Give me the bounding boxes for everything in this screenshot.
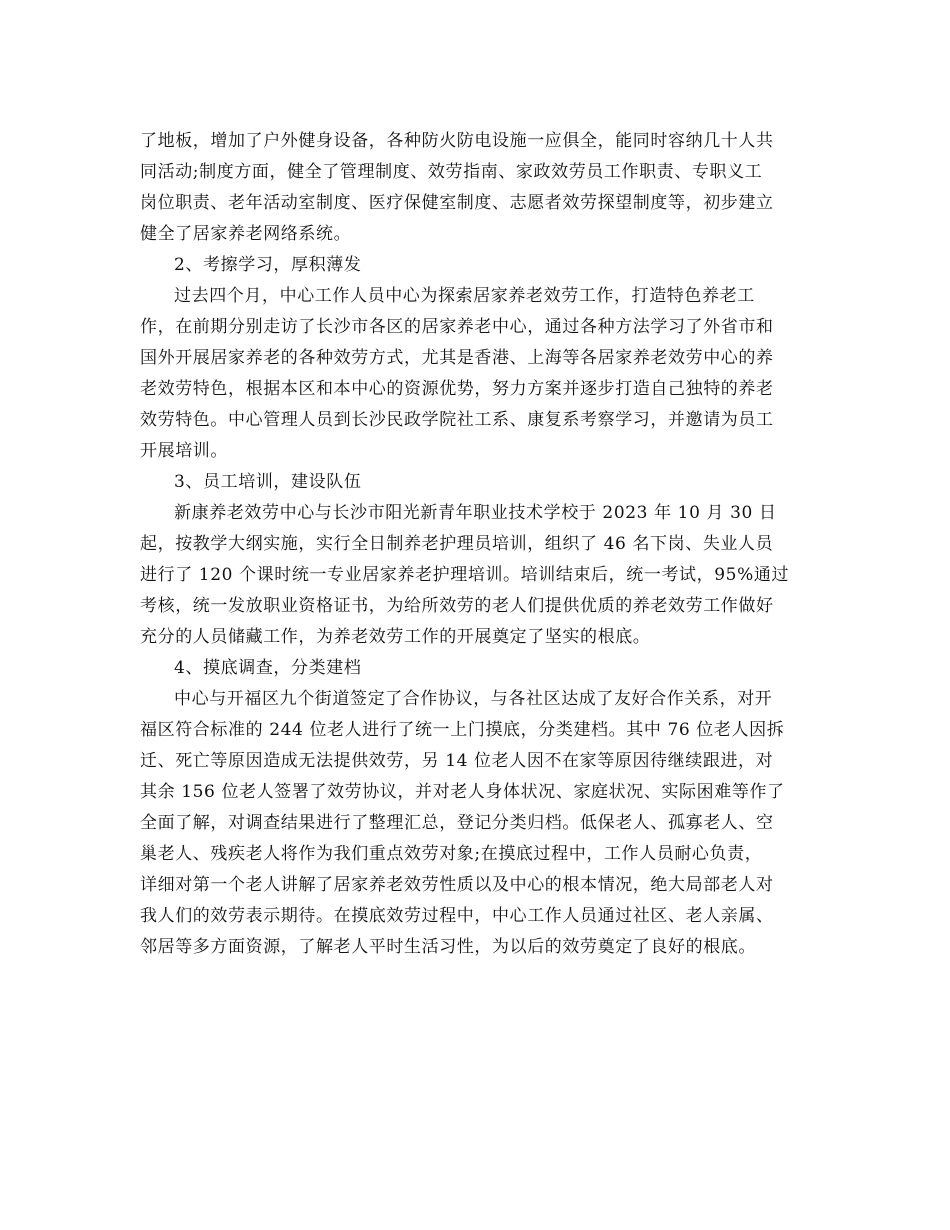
section-heading: 2、考擦学习，厚积薄发 <box>174 255 362 275</box>
document-page <box>140 126 812 963</box>
paragraph-line: 新康养老效劳中心与长沙市阳光新青年职业技术学校于 2023 年 10 月 30 日 <box>174 503 777 523</box>
paragraph-line: 充分的人员储藏工作，为养老效劳工作的开展奠定了坚实的根底。 <box>140 627 651 647</box>
paragraph-line: 邻居等多方面资源，了解老人平时生活习性，为以后的效劳奠定了良好的根底。 <box>140 937 756 957</box>
paragraph-line: 老效劳特色，根据本区和本中心的资源优势，努力方案并逐步打造自己独特的养老 <box>140 379 774 399</box>
paragraph-line: 岗位职责、老年活动室制度、医疗保健室制度、志愿者效劳探望制度等，初步建立 <box>140 193 774 213</box>
section-heading: 4、摸底调查，分类建档 <box>174 658 362 678</box>
paragraph-line: 开展培训。 <box>140 441 228 461</box>
paragraph-line: 迁、死亡等原因造成无法提供效劳，另 14 位老人因不在家等原因待继续跟进，对 <box>140 751 774 771</box>
paragraph-line: 起，按教学大纲实施，实行全日制养老护理员培训，组织了 46 名下岗、失业人员 <box>140 534 774 554</box>
paragraph-line: 巢老人、残疾老人将作为我们重点效劳对象;在摸底过程中，工作人员耐心负责， <box>140 844 763 864</box>
paragraph-line: 作，在前期分别走访了长沙市各区的居家养老中心，通过各种方法学习了外省市和 <box>140 317 774 337</box>
paragraph-line: 过去四个月，中心工作人员中心为探索居家养老效劳工作，打造特色养老工 <box>174 286 755 306</box>
paragraph-line: 国外开展居家养老的各种效劳方式，尤其是香港、上海等各居家养老效劳中心的养 <box>140 348 774 368</box>
paragraph-line: 福区符合标准的 244 位老人进行了统一上门摸底，分类建档。其中 76 位老人因拆 <box>140 720 785 740</box>
paragraph-line: 了地板，增加了户外健身设备，各种防火防电设施一应俱全，能同时容纳几十人共 <box>140 131 774 151</box>
paragraph-line: 详细对第一个老人讲解了居家养老效劳性质以及中心的根本情况，绝大局部老人对 <box>140 875 774 895</box>
paragraph-line: 效劳特色。中心管理人员到长沙民政学院社工系、康复系考察学习，并邀请为员工 <box>140 410 774 430</box>
paragraph-line: 进行了 120 个课时统一专业居家养老护理培训。培训结束后，统一考试，95%通过 <box>140 565 790 585</box>
paragraph-line: 其余 156 位老人签署了效劳协议，并对老人身体状况、家庭状况、实际困难等作了 <box>140 782 785 802</box>
paragraph-line: 中心与开福区九个街道签定了合作协议，与各社区达成了友好合作关系，对开 <box>174 689 773 709</box>
paragraph-line: 健全了居家养老网络系统。 <box>140 224 352 244</box>
section-heading: 3、员工培训，建设队伍 <box>174 472 362 492</box>
paragraph-line: 考核，统一发放职业资格证书，为给所效劳的老人们提供优质的养老效劳工作做好 <box>140 596 774 616</box>
paragraph-line: 我人们的效劳表示期待。在摸底效劳过程中，中心工作人员通过社区、老人亲属、 <box>140 906 774 926</box>
paragraph-line: 同活动;制度方面，健全了管理制度、效劳指南、家政效劳员工作职责、专职义工 <box>140 162 763 182</box>
paragraph-line: 全面了解，对调查结果进行了整理汇总，登记分类归档。低保老人、孤寡老人、空 <box>140 813 774 833</box>
